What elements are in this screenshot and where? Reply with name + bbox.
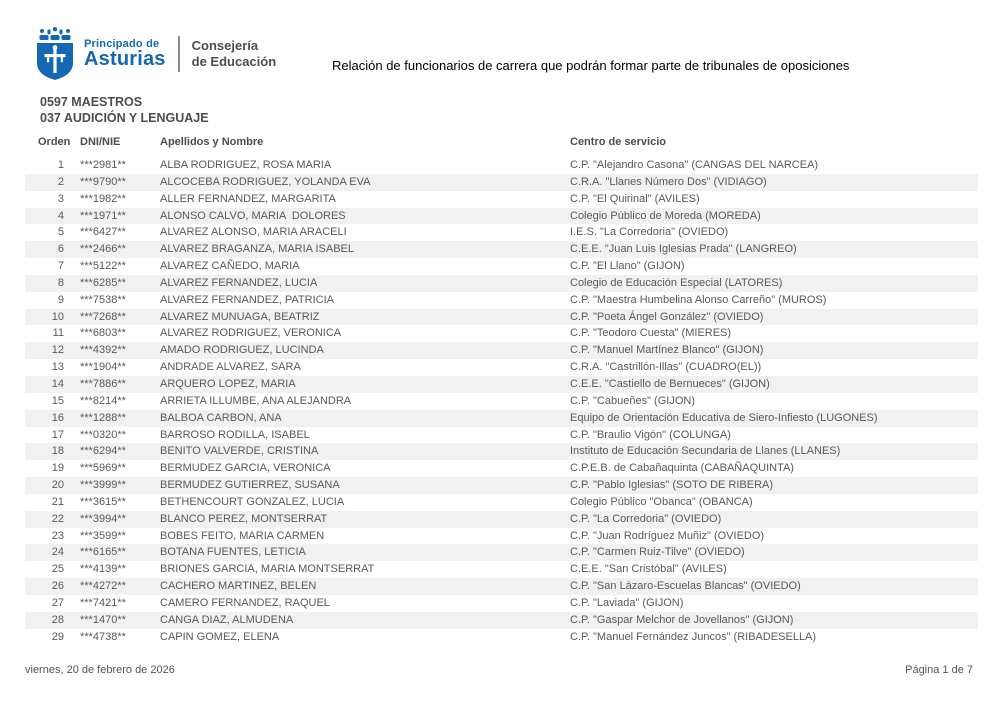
table-row bbox=[25, 191, 978, 208]
table-row bbox=[25, 292, 978, 309]
brand-principado-label: Principado de bbox=[84, 37, 160, 50]
cell-nombre: ALLER FERNANDEZ, MARGARITA bbox=[160, 192, 336, 205]
table-row bbox=[25, 544, 978, 561]
cell-orden: 13 bbox=[51, 361, 64, 374]
section-headings bbox=[40, 94, 209, 126]
table-row bbox=[25, 561, 978, 578]
cell-nombre: ALCOCEBA RODRIGUEZ, YOLANDA EVA bbox=[160, 175, 371, 188]
cell-orden: 24 bbox=[51, 546, 64, 559]
table-row bbox=[25, 393, 978, 410]
cell-dni: ***4738** bbox=[80, 630, 126, 643]
cell-orden: 21 bbox=[51, 495, 64, 508]
cell-nombre: ALVAREZ FERNANDEZ, PATRICIA bbox=[160, 293, 334, 306]
cell-nombre: BERMUDEZ GARCIA, VERONICA bbox=[160, 462, 331, 475]
cell-nombre: BARROSO RODILLA, ISABEL bbox=[160, 428, 310, 441]
cell-orden: 2 bbox=[57, 175, 64, 188]
cell-dni: ***1470** bbox=[80, 613, 126, 626]
cell-dni: ***6803** bbox=[80, 327, 126, 340]
cell-dni: ***2981** bbox=[80, 159, 126, 171]
table-row bbox=[25, 612, 978, 629]
document-title: Relación de funcionarios de carrera que podrán formar parte de tribunales de oposiciones bbox=[332, 58, 850, 73]
cell-centro: C.P. "San Lázaro-Escuelas Blancas" (OVIEDO) bbox=[570, 580, 801, 593]
cell-orden: 19 bbox=[51, 462, 64, 475]
cell-dni: ***1904** bbox=[80, 361, 126, 374]
cell-nombre: ALVAREZ ALONSO, MARIA ARACELI bbox=[160, 226, 347, 239]
cell-orden: 22 bbox=[51, 512, 64, 525]
table-row bbox=[25, 157, 978, 174]
cell-orden: 1 bbox=[57, 159, 64, 171]
cell-dni: ***5969** bbox=[80, 462, 126, 475]
column-header-orden: Orden bbox=[38, 136, 71, 148]
cell-nombre: ALVAREZ FERNANDEZ, LUCIA bbox=[160, 276, 318, 289]
dept-line1: Consejería bbox=[191, 38, 259, 53]
asturias-logo bbox=[35, 27, 276, 81]
cell-dni: ***0320** bbox=[80, 428, 126, 441]
cell-dni: ***3615** bbox=[80, 495, 126, 508]
cell-centro: C.P. "El Llano" (GIJON) bbox=[570, 260, 685, 273]
cell-orden: 7 bbox=[57, 260, 64, 273]
table-row bbox=[25, 258, 978, 275]
footer-page-number: Página 1 de 7 bbox=[905, 664, 973, 676]
table-row bbox=[25, 359, 978, 376]
cell-dni: ***6165** bbox=[80, 546, 126, 559]
cell-orden: 29 bbox=[51, 630, 64, 643]
table-row bbox=[25, 511, 978, 528]
table-row bbox=[25, 325, 978, 342]
cell-centro: C.P. "La Corredoria" (OVIEDO) bbox=[570, 512, 722, 525]
cell-centro: Colegio de Educación Especial (LATORES) bbox=[570, 276, 783, 289]
cell-centro: C.P. "Braulio Vigón" (COLUNGA) bbox=[570, 428, 731, 441]
cell-orden: 18 bbox=[51, 445, 64, 458]
cell-centro: Equipo de Orientación Educativa de Siero-Infiesto (LUGONES) bbox=[570, 411, 878, 424]
cell-orden: 12 bbox=[51, 344, 64, 357]
cell-centro: C.E.E. "San Cristóbal" (AVILES) bbox=[570, 563, 727, 576]
cell-orden: 15 bbox=[51, 394, 64, 407]
cell-dni: ***4139** bbox=[80, 563, 126, 576]
cell-nombre: ALVAREZ RODRIGUEZ, VERONICA bbox=[160, 327, 342, 340]
table-row bbox=[25, 309, 978, 326]
cell-dni: ***1288** bbox=[80, 411, 126, 424]
table-row bbox=[25, 477, 978, 494]
cell-nombre: AMADO RODRIGUEZ, LUCINDA bbox=[160, 344, 324, 357]
funcionarios-table bbox=[25, 135, 978, 645]
cell-dni: ***1971** bbox=[80, 209, 126, 222]
table-row bbox=[25, 275, 978, 292]
cell-dni: ***4392** bbox=[80, 344, 126, 357]
cell-orden: 9 bbox=[57, 293, 64, 306]
cell-nombre: BOTANA FUENTES, LETICIA bbox=[160, 546, 306, 559]
cell-orden: 27 bbox=[51, 596, 64, 609]
table-row bbox=[25, 595, 978, 612]
cell-nombre: BERMUDEZ GUTIERREZ, SUSANA bbox=[160, 479, 340, 492]
column-header-nombre: Apellidos y Nombre bbox=[160, 136, 264, 148]
cell-centro: Colegio Público "Obanca" (OBANCA) bbox=[570, 495, 753, 508]
table-row bbox=[25, 494, 978, 511]
cell-nombre: BENITO VALVERDE, CRISTINA bbox=[160, 445, 319, 458]
cell-centro: C.P. "Laviada" (GIJON) bbox=[570, 596, 684, 609]
cell-centro: Colegio Público de Moreda (MOREDA) bbox=[570, 209, 761, 222]
cell-nombre: ALVAREZ CAÑEDO, MARIA bbox=[160, 260, 300, 273]
asturias-shield-icon bbox=[35, 27, 75, 81]
section-especialidad: 037 AUDICIÓN Y LENGUAJE bbox=[40, 111, 209, 125]
cell-nombre: ANDRADE ALVAREZ, SARA bbox=[160, 361, 301, 374]
cell-nombre: BETHENCOURT GONZALEZ, LUCIA bbox=[160, 495, 345, 508]
table-row bbox=[25, 427, 978, 444]
cell-centro: C.P. "Alejandro Casona" (CANGAS DEL NARCEA) bbox=[570, 159, 819, 171]
cell-orden: 28 bbox=[51, 613, 64, 626]
cell-nombre: BOBES FEITO, MARIA CARMEN bbox=[160, 529, 325, 542]
table-body bbox=[25, 157, 978, 645]
logo-divider bbox=[178, 36, 180, 72]
cell-centro: C.P. "Gaspar Melchor de Jovellanos" (GIJON) bbox=[570, 613, 794, 626]
table-header-row bbox=[25, 135, 978, 153]
cell-nombre: CACHERO MARTINEZ, BELEN bbox=[160, 580, 317, 593]
table-row bbox=[25, 629, 978, 646]
cell-centro: C.P. "Teodoro Cuesta" (MIERES) bbox=[570, 327, 732, 340]
cell-centro: C.P. "Cabueñes" (GIJON) bbox=[570, 394, 695, 407]
table-row bbox=[25, 443, 978, 460]
cell-centro: C.P. "Carmen Ruiz-Tilve" (OVIEDO) bbox=[570, 546, 745, 559]
cell-nombre: BLANCO PEREZ, MONTSERRAT bbox=[160, 512, 328, 525]
cell-centro: C.R.A. "Castrillón-Illas" (CUADRO(EL)) bbox=[570, 361, 762, 374]
cell-orden: 26 bbox=[51, 580, 64, 593]
cell-centro: C.P. "Maestra Humbelina Alonso Carreño" (MUROS) bbox=[570, 293, 827, 306]
cell-orden: 14 bbox=[51, 377, 64, 390]
footer-date: viernes, 20 de febrero de 2026 bbox=[25, 664, 175, 676]
cell-nombre: ALVAREZ MUNUAGA, BEATRIZ bbox=[160, 310, 320, 323]
table-row bbox=[25, 578, 978, 595]
table-row bbox=[25, 342, 978, 359]
table-row bbox=[25, 224, 978, 241]
cell-orden: 25 bbox=[51, 563, 64, 576]
cell-dni: ***3599** bbox=[80, 529, 126, 542]
cell-orden: 5 bbox=[57, 226, 64, 239]
cell-dni: ***7886** bbox=[80, 377, 126, 390]
cell-dni: ***8214** bbox=[80, 394, 126, 407]
cell-orden: 4 bbox=[57, 209, 64, 222]
cell-centro: C.P. "El Quirinal" (AVILES) bbox=[570, 192, 700, 205]
dept-line2: de Educación bbox=[191, 54, 277, 69]
column-header-centro: Centro de servicio bbox=[570, 136, 666, 148]
section-cuerpo: 0597 MAESTROS bbox=[40, 95, 143, 109]
cell-orden: 17 bbox=[51, 428, 64, 441]
cell-centro: C.E.E. "Juan Luis Iglesias Prada" (LANGREO) bbox=[570, 243, 797, 256]
cell-nombre: BALBOA CARBON, ANA bbox=[160, 411, 282, 424]
cell-centro: C.P. "Juan Rodríguez Muñiz" (OVIEDO) bbox=[570, 529, 765, 542]
cell-dni: ***2466** bbox=[80, 243, 126, 256]
cell-dni: ***9790** bbox=[80, 175, 126, 188]
cell-centro: C.P.E.B. de Cabañaquinta (CABAÑAQUINTA) bbox=[570, 462, 794, 475]
cell-dni: ***6427** bbox=[80, 226, 126, 239]
cell-centro: C.P. "Poeta Ángel González" (OVIEDO) bbox=[570, 310, 764, 323]
cell-dni: ***1982** bbox=[80, 192, 126, 205]
cell-dni: ***3994** bbox=[80, 512, 126, 525]
cell-nombre: ARQUERO LOPEZ, MARIA bbox=[160, 377, 296, 390]
cell-centro: I.E.S. "La Corredoria" (OVIEDO) bbox=[570, 226, 729, 239]
cell-nombre: BRIONES GARCIA, MARIA MONTSERRAT bbox=[160, 563, 375, 576]
cell-nombre: ARRIETA ILLUMBE, ANA ALEJANDRA bbox=[160, 394, 352, 407]
table-row bbox=[25, 174, 978, 191]
cell-dni: ***3999** bbox=[80, 479, 126, 492]
cell-centro: C.P. "Manuel Fernández Juncos" (RIBADESELLA) bbox=[570, 630, 817, 643]
table-row bbox=[25, 528, 978, 545]
cell-orden: 16 bbox=[51, 411, 64, 424]
table-row bbox=[25, 241, 978, 258]
table-row bbox=[25, 460, 978, 477]
cell-centro: C.R.A. "Llanes Número Dos" (VIDIAGO) bbox=[570, 175, 767, 188]
cell-orden: 20 bbox=[51, 479, 64, 492]
cell-nombre: ALBA RODRIGUEZ, ROSA MARIA bbox=[160, 159, 332, 171]
cell-dni: ***4272** bbox=[80, 580, 126, 593]
cell-orden: 6 bbox=[57, 243, 64, 256]
cell-orden: 11 bbox=[52, 327, 64, 340]
cell-dni: ***6294** bbox=[80, 445, 126, 458]
cell-nombre: ALONSO CALVO, MARIA DOLORES bbox=[160, 209, 346, 222]
cell-centro: C.P. "Pablo Iglesias" (SOTO DE RIBERA) bbox=[570, 479, 774, 492]
cell-dni: ***7538** bbox=[80, 293, 126, 306]
cell-orden: 10 bbox=[51, 310, 64, 323]
table-row bbox=[25, 410, 978, 427]
cell-centro: C.E.E. "Castiello de Bernueces" (GIJON) bbox=[570, 377, 770, 390]
cell-nombre: CAPIN GOMEZ, ELENA bbox=[160, 630, 280, 643]
cell-nombre: CANGA DIAZ, ALMUDENA bbox=[160, 613, 294, 626]
cell-orden: 8 bbox=[57, 276, 64, 289]
cell-centro: Instituto de Educación Secundaria de Llanes (LLANES) bbox=[570, 445, 841, 458]
cell-dni: ***7268** bbox=[80, 310, 126, 323]
cell-nombre: ALVAREZ BRAGANZA, MARIA ISABEL bbox=[160, 243, 354, 256]
cell-orden: 3 bbox=[57, 192, 64, 205]
table-row bbox=[25, 208, 978, 225]
table-row bbox=[25, 376, 978, 393]
page-footer bbox=[25, 664, 973, 676]
cell-dni: ***6285** bbox=[80, 276, 126, 289]
cell-dni: ***5122** bbox=[80, 260, 126, 273]
cell-orden: 23 bbox=[51, 529, 64, 542]
cell-dni: ***7421** bbox=[80, 596, 126, 609]
cell-nombre: CAMERO FERNANDEZ, RAQUEL bbox=[160, 596, 330, 609]
cell-centro: C.P. "Manuel Martínez Blanco" (GIJON) bbox=[570, 344, 764, 357]
brand-asturias-label: Asturias bbox=[84, 47, 166, 70]
column-header-dni: DNI/NIE bbox=[80, 136, 121, 148]
